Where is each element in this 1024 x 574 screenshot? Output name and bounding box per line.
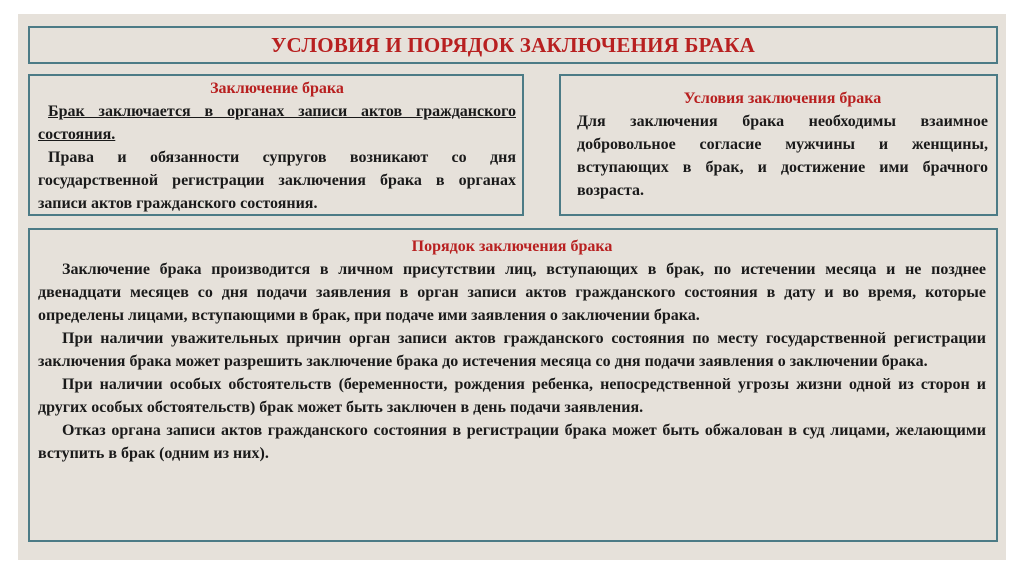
slide xyxy=(18,14,1006,560)
marriage-procedure-box xyxy=(28,228,998,542)
marriage-procedure-paragraph: Отказ органа записи актов гражданского состояния в регистрации брака может быть обжалован в суд лицами, желающими вступить в брак (одним из них). xyxy=(38,422,986,462)
marriage-procedure-heading: Порядок заключения брака xyxy=(411,238,613,255)
marriage-procedure-paragraph: При наличии особых обстоятельств (беременности, рождения ребенка, непосредственной угрозы жизни одной из сторон и других особых обстоятельств) брак может быть заключен в день подачи заявления. xyxy=(38,376,986,416)
marriage-conclusion-paragraph: Брак заключается в органах записи актов гражданского состояния. xyxy=(38,103,516,143)
marriage-conditions-heading: Условия заключения брака xyxy=(683,90,882,107)
marriage-conditions-paragraph: Для заключения брака необходимы взаимное добровольное согласие мужчины и женщины, вступающих в брак, и достижение ими брачного возраста. xyxy=(577,113,988,199)
marriage-conclusion-paragraph: Права и обязанности супругов возникают со дня государственной регистрации заключения брака в органах записи актов гражданского состояния. xyxy=(38,149,516,212)
marriage-conditions-box xyxy=(559,74,998,216)
title-box xyxy=(28,26,998,64)
marriage-conclusion-heading: Заключение брака xyxy=(210,80,344,97)
marriage-procedure-paragraph: Заключение брака производится в личном присутствии лиц, вступающих в брак, по истечении месяца и не позднее двенадцати месяцев со дня подачи заявления в орган записи актов гражданского состояния в дату и во время, которые определены лицами, вступающими в брак, при подаче ими заявления о заключении брака. xyxy=(38,261,986,324)
slide-title: УСЛОВИЯ И ПОРЯДОК ЗАКЛЮЧЕНИЯ БРАКА xyxy=(270,32,756,57)
marriage-procedure-paragraph: При наличии уважительных причин орган записи актов гражданского состояния по месту государственной регистрации заключения брака может разрешить заключение брака до истечения месяца со дня подачи заявления о заключении брака. xyxy=(38,330,986,370)
marriage-conclusion-box xyxy=(28,74,524,216)
